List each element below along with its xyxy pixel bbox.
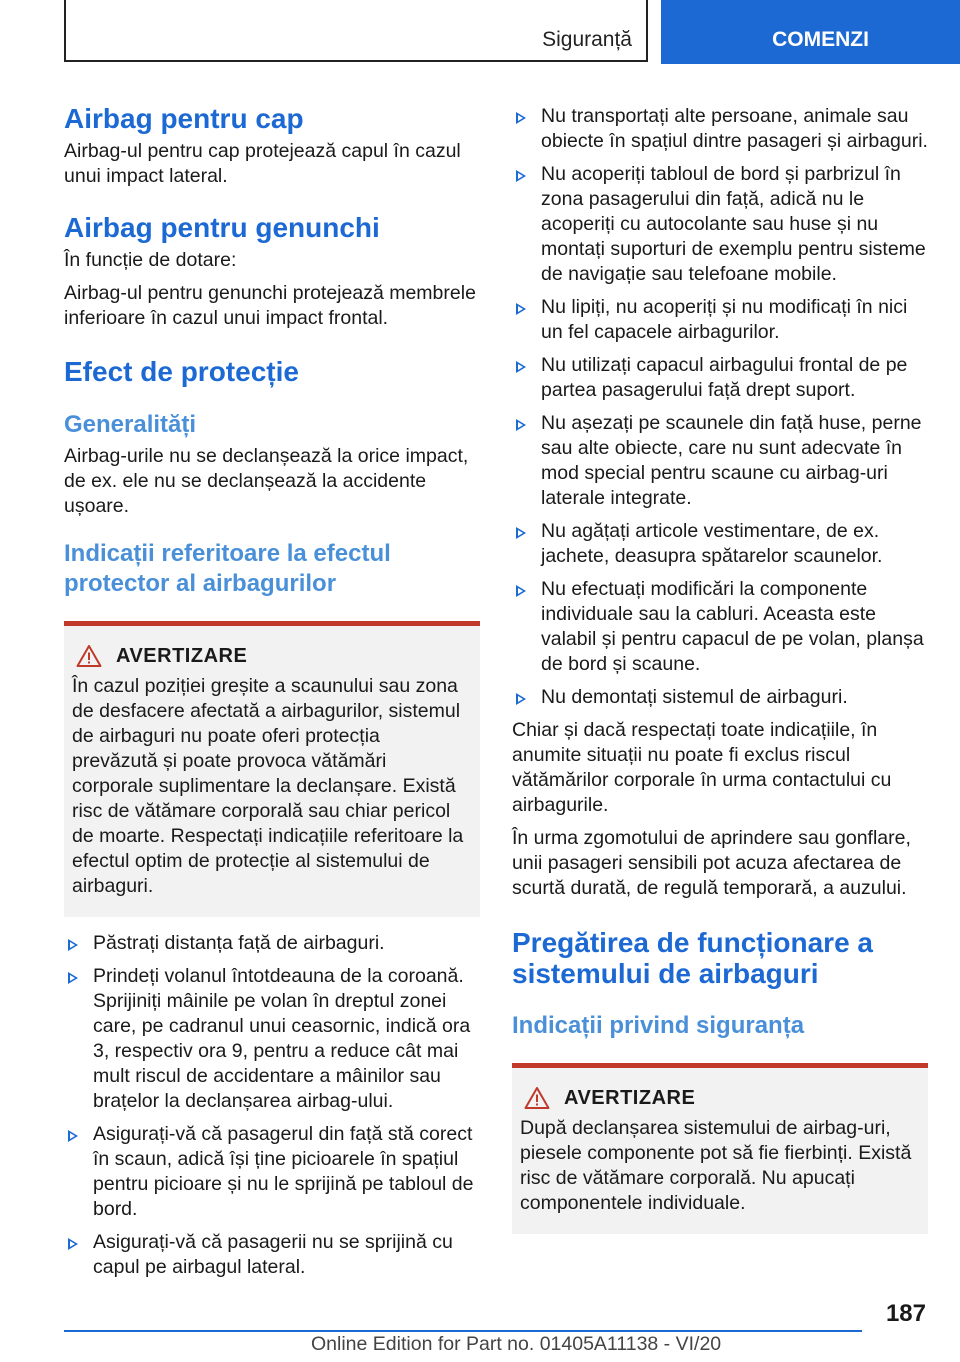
heading-generalitati: Generalități <box>64 411 197 438</box>
bullet-list-right <box>512 104 928 710</box>
triangle-bullet-icon <box>68 1130 78 1142</box>
list-item: Asigurați-vă că pasagerul din față stă corect în scaun, adică își ține picioarele în spațiul pentru picioare și nu le sprijină pe tabloul de bord. <box>64 1122 480 1222</box>
list-item: Nu efectuați modificări la componente individuale sau la cabluri. Aceasta este valabil și pentru capacul de pe volan, planșa de bord și scaune. <box>512 577 928 677</box>
page-number: 187 <box>885 1300 926 1327</box>
list-item: Nu lipiți, nu acoperiți și nu modificați în nici un fel capacele airbagurilor. <box>512 295 928 345</box>
triangle-bullet-icon <box>68 972 78 984</box>
list-item: Nu agățați articole vestimentare, de ex. jachete, deasupra spătarelor scaunelor. <box>512 519 928 569</box>
tab-comenzi[interactable]: COMENZI <box>661 0 960 64</box>
right-column <box>512 100 928 1234</box>
footer-divider <box>64 1330 862 1332</box>
heading-indicatii-efect: Indicații referitoare la efectul protector al airbagurilor <box>64 540 391 597</box>
left-column <box>64 100 480 1288</box>
text-generalitati: Airbag-urile nu se declanșează la orice impact, de ex. ele nu se declanșează la accidente ușoare. <box>64 445 469 517</box>
triangle-bullet-icon <box>516 303 526 315</box>
list-item: Nu utilizați capacul airbagului frontal de pe partea pasagerului față drept suport. <box>512 353 928 403</box>
text-airbag-cap: Airbag-ul pentru cap protejează capul în cazul unui impact lateral. <box>64 140 461 187</box>
warning-box <box>64 621 480 917</box>
list-item: Nu demontați sistemul de airbaguri. <box>512 685 928 710</box>
warning-box <box>512 1063 928 1234</box>
heading-airbag-genunchi: Airbag pentru genunchi <box>64 212 380 243</box>
list-item: Nu transportați alte persoane, animale sau obiecte în spațiul dintre pasageri și airbaguri. <box>512 104 928 154</box>
warning-text: După declanșarea sistemului de airbag-uri, piesele componente pot să fie fierbinți. Există risc de vătămare corporală. Nu apucați componentele individuale. <box>520 1117 912 1214</box>
heading-pregatirea: Pregătirea de funcționare a sistemului de airbaguri <box>512 927 874 989</box>
heading-efect-protectie: Efect de protecție <box>64 356 299 387</box>
list-item: Păstrați distanța față de airbaguri. <box>64 931 480 956</box>
list-item: Asigurați-vă că pasagerii nu se sprijină cu capul pe airbagul lateral. <box>64 1230 480 1280</box>
triangle-bullet-icon <box>516 361 526 373</box>
text-risc: Chiar și dacă respectați toate indicațiile, în anumite situații nu poate fi exclus riscul vătămărilor corporale în urma contactului cu airbagurile. <box>512 719 892 816</box>
text-genunchi-desc: Airbag-ul pentru genunchi protejează membrele inferioare în cazul unui impact frontal. <box>64 282 476 329</box>
heading-indicatii-siguranta: Indicații privind siguranța <box>512 1012 805 1039</box>
list-item: Nu așezați pe scaunele din față huse, perne sau alte obiecte, care nu sunt adecvate în mod special pentru scaune cu airbag-uri laterale integrate. <box>512 411 928 511</box>
warning-text: În cazul poziției greșite a scaunului sau zona de desfacere afectată a airbagurilor, sistemul de airbaguri nu poate oferi protecția prevăzută și poate provoca vătămări corporale suplimentare la declanșare. Există risc de vătămare corporală sau chiar pericol de moarte. Respectați indicațiile referitoare la efectul optim de protecție al sistemului de airbaguri. <box>72 675 464 897</box>
list-item: Nu acoperiți tabloul de bord și parbrizul în zona pasagerului din față, adică nu le acoperiți cu autocolante sau huse și nu montați suporturi de exemplu pentru sisteme de navigație sau telefoane mobile. <box>512 162 928 287</box>
triangle-bullet-icon <box>516 419 526 431</box>
text-genunchi-dotare: În funcție de dotare: <box>64 249 237 271</box>
triangle-bullet-icon <box>68 939 78 951</box>
warning-title: AVERTIZARE <box>116 644 248 667</box>
triangle-bullet-icon <box>516 585 526 597</box>
header-frame <box>64 0 648 62</box>
text-zgomot: În urma zgomotului de aprindere sau gonflare, unii pasageri sensibili pot acuza afectarea de scurtă durată, de regulă temporară, a auzului. <box>512 827 911 899</box>
triangle-bullet-icon <box>516 112 526 124</box>
bullet-list-left <box>64 931 480 1280</box>
triangle-bullet-icon <box>68 1238 78 1250</box>
triangle-bullet-icon <box>516 170 526 182</box>
footer-edition: Online Edition for Part no. 01405A11138 - VI/20 <box>311 1333 722 1355</box>
warning-triangle-icon <box>524 1086 550 1110</box>
triangle-bullet-icon <box>516 527 526 539</box>
heading-airbag-cap: Airbag pentru cap <box>64 103 304 134</box>
warning-triangle-icon <box>76 644 102 668</box>
triangle-bullet-icon <box>516 693 526 705</box>
section-title: Siguranță <box>542 28 632 51</box>
warning-title: AVERTIZARE <box>564 1086 696 1109</box>
list-item: Prindeți volanul întotdeauna de la coroană. Sprijiniți mâinile pe volan în dreptul zonei care, pe cadranul unui ceasornic, indică ora 3, respectiv ora 9, pentru a reduce cât mai mult riscul de accidentare a mâinilor sau brațelor la declanșarea airbag-ului. <box>64 964 480 1114</box>
